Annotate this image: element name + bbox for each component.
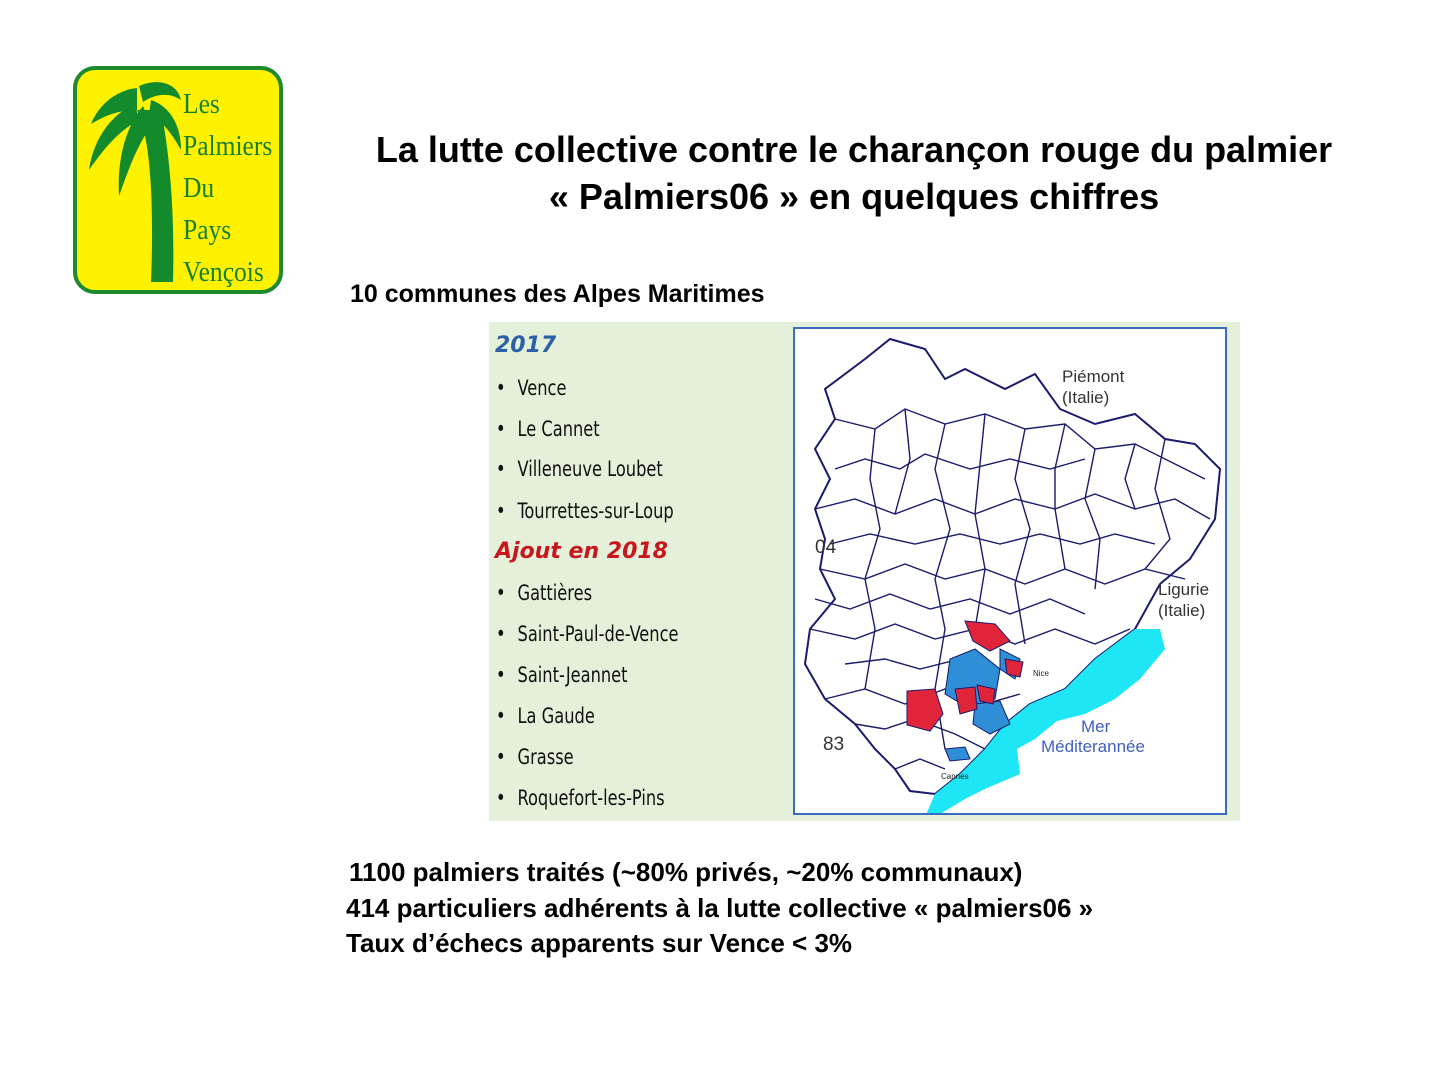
map-label-ligurie: Ligurie <box>1158 580 1210 599</box>
commune-item: • Gattières <box>496 581 593 605</box>
commune-item: • Saint-Paul-de-Vence <box>496 622 679 646</box>
map-label-cannes: Cannes <box>941 772 969 781</box>
communes-heading: 10 communes des Alpes Maritimes <box>350 280 765 308</box>
logo-text-line: Pays <box>183 214 232 246</box>
map-label-nice: Nice <box>1033 669 1050 678</box>
commune-item: • Roquefort-les-Pins <box>496 786 665 810</box>
commune-item: • Villeneuve Loubet <box>496 457 663 481</box>
map-label-sea: Mer <box>1081 717 1111 736</box>
page-title: La lutte collective contre le charançon rouge du palmier <box>375 129 1333 170</box>
commune-item: • Tourrettes-sur-Loup <box>496 499 674 523</box>
stat-line: 1100 palmiers traités (~80% privés, ~20% communaux) <box>349 857 1023 887</box>
logo-text-line: Les <box>183 88 220 120</box>
department-map <box>793 327 1227 815</box>
year-2017-heading: 2017 <box>495 333 557 358</box>
map-label-piemont: Piémont <box>1062 367 1125 386</box>
map-label-dept-04: 04 <box>815 537 837 558</box>
commune-item: • Le Cannet <box>496 417 600 441</box>
year-2018-heading: Ajout en 2018 <box>495 539 668 564</box>
logo-text-line: Du <box>183 172 215 204</box>
logo-text-line: Vençois <box>183 256 264 288</box>
map-label-piemont-sub: (Italie) <box>1062 388 1110 407</box>
map-drawing <box>795 329 1227 815</box>
map-label-dept-83: 83 <box>823 734 845 755</box>
page-subtitle: « Palmiers06 » en quelques chiffres <box>548 176 1160 217</box>
commune-item: • Saint-Jeannet <box>496 663 628 687</box>
logo-text-line: Palmiers <box>183 130 273 162</box>
commune-item: • Grasse <box>496 745 574 769</box>
stat-line: Taux d’échecs apparents sur Vence < 3% <box>346 928 853 958</box>
commune-item: • Vence <box>496 376 567 400</box>
map-label-sea-name: Méditerannée <box>1041 737 1145 756</box>
stat-line: 414 particuliers adhérents à la lutte collective « palmiers06 » <box>346 893 1094 923</box>
logo <box>73 66 283 294</box>
commune-item: • La Gaude <box>496 704 595 728</box>
map-label-ligurie-sub: (Italie) <box>1158 601 1206 620</box>
